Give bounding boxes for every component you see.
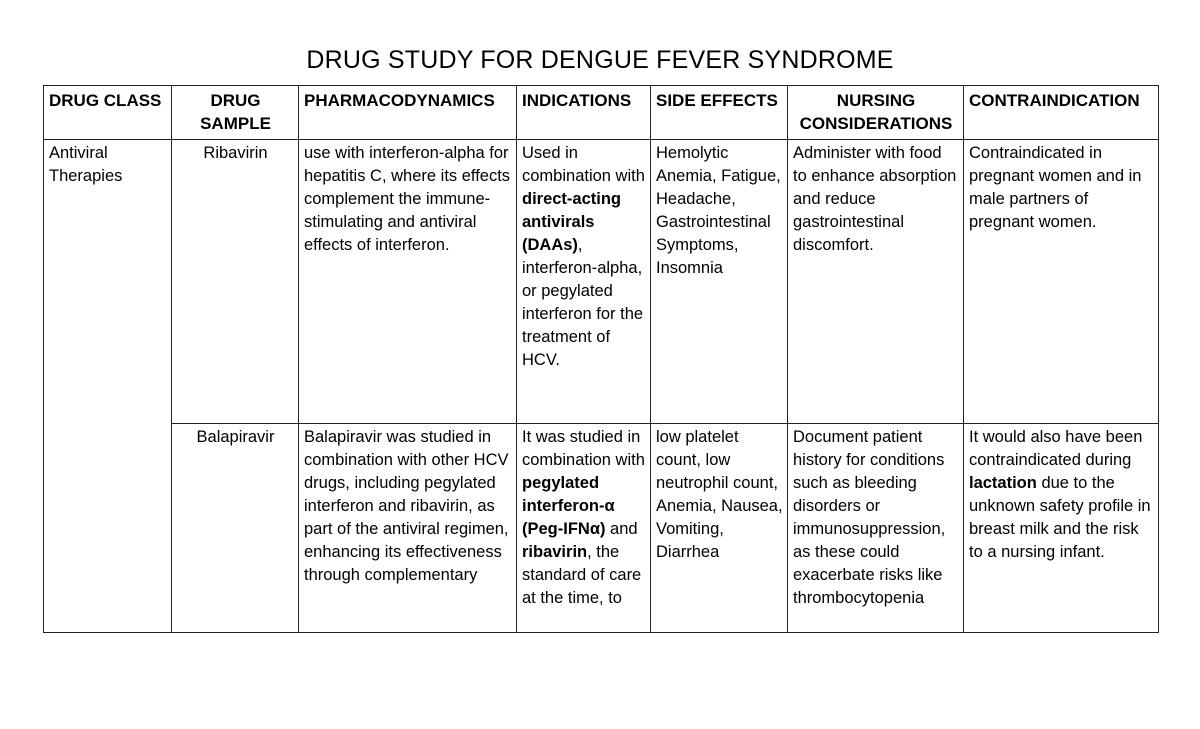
pharmacodynamics-cell: Balapiravir was studied in combination with other HCV drugs, including pegylated interferon and ribavirin, as part of the antiviral regimen, enhancing its effectiveness through complementary [299, 424, 517, 633]
indications-bold-text: ribavirin [522, 543, 588, 561]
header-side-effects: SIDE EFFECTS [651, 86, 788, 140]
nursing-considerations-cell: Document patient history for conditions such as bleeding disorders or immunosuppression, as these could exacerbate risks like thrombocytopenia [788, 424, 964, 633]
header-drug-sample: DRUG SAMPLE [172, 86, 299, 140]
indications-bold-text: direct-acting antivirals (DAAs) [522, 190, 622, 254]
drug-class-cell: Antiviral Therapies [44, 140, 172, 633]
drug-sample-cell: Ribavirin [172, 140, 299, 424]
table-row [44, 424, 1159, 633]
indications-cell [517, 424, 651, 633]
indications-text: It was studied in combination with [522, 428, 645, 469]
header-contraindication: CONTRAINDICATION [964, 86, 1159, 140]
contraindication-cell [964, 424, 1159, 633]
contraindication-text: It would also have been contraindicated during [969, 428, 1143, 469]
side-effects-cell: Hemolytic Anemia, Fatigue, Headache, Gastrointestinal Symptoms, Insomnia [651, 140, 788, 424]
header-pharmacodynamics: PHARMACODYNAMICS [299, 86, 517, 140]
side-effects-cell: low platelet count, low neutrophil count, Anemia, Nausea, Vomiting, Diarrhea [651, 424, 788, 633]
nursing-considerations-cell: Administer with food to enhance absorption and reduce gastrointestinal discomfort. [788, 140, 964, 424]
contraindication-cell: Contraindicated in pregnant women and in male partners of pregnant women. [964, 140, 1159, 424]
indications-bold-text: pegylated interferon-α (Peg-IFNα) [522, 474, 615, 538]
header-nursing-considerations: NURSING CONSIDERATIONS [788, 86, 964, 140]
header-indications: INDICATIONS [517, 86, 651, 140]
indications-text: , interferon-alpha, or pegylated interferon for the treatment of HCV. [522, 236, 644, 369]
header-row [44, 86, 1159, 140]
drug-study-table [43, 85, 1159, 633]
indications-text: and [605, 520, 638, 538]
indications-cell [517, 140, 651, 424]
table-row [44, 140, 1159, 424]
indications-text: Used in combination with [522, 144, 645, 185]
page-title: DRUG STUDY FOR DENGUE FEVER SYNDROME [306, 46, 894, 74]
pharmacodynamics-cell: use with interferon-alpha for hepatitis C, where its effects complement the immune-stimulating and antiviral effects of interferon. [299, 140, 517, 424]
indications-text: , the standard of care at the time, to [522, 543, 642, 607]
header-drug-class: DRUG CLASS [44, 86, 172, 140]
drug-sample-cell: Balapiravir [172, 424, 299, 633]
contraindication-text: due to the unknown safety profile in breast milk and the risk to a nursing infant. [969, 474, 1151, 561]
contraindication-bold-text: lactation [969, 474, 1037, 492]
